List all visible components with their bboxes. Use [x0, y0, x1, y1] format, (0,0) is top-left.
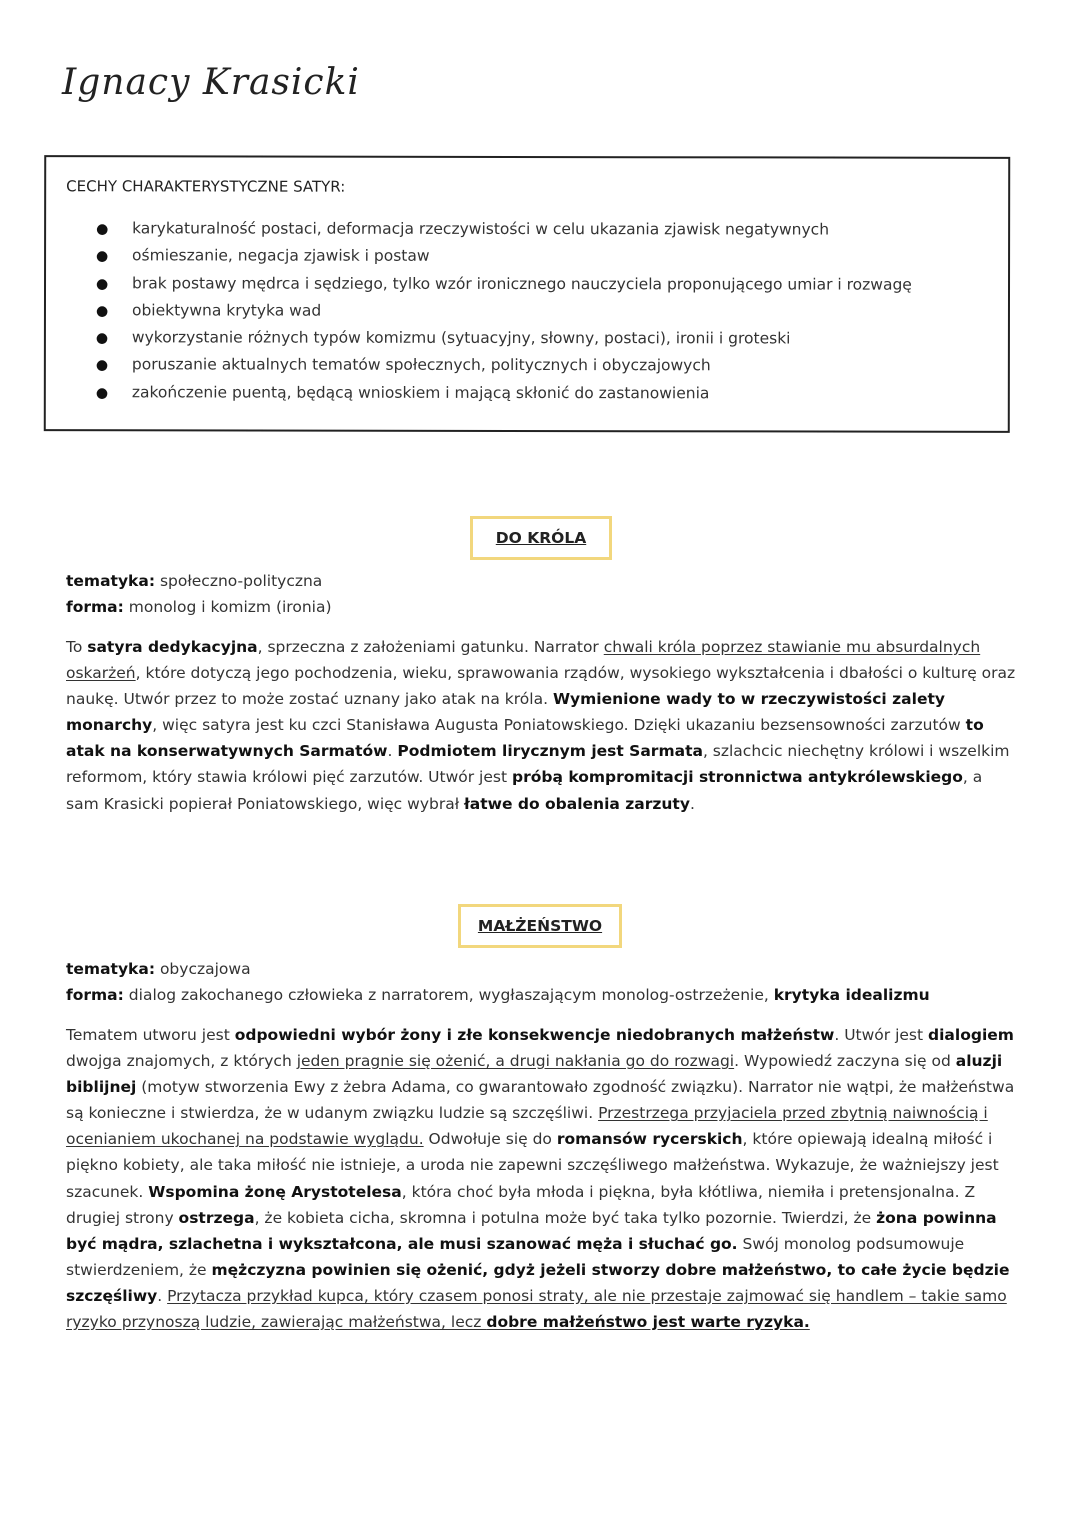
list-item: ● zakończenie puentą, będącą wnioskiem i mającą skłonić do zastanowienia [68, 379, 912, 408]
list-item: ● karykaturalność postaci, deformacja rzeczywistości w celu ukazania zjawisk negatywnych [68, 215, 912, 244]
list-item: ● obiektywna krytyka wad [68, 297, 912, 326]
bullet-icon: ● [96, 221, 109, 238]
satire-traits-box [44, 155, 1010, 433]
bullet-icon: ● [95, 357, 109, 374]
list-item: ● ośmieszanie, negacja zjawisk i postaw [68, 242, 912, 271]
malzenstwo-tematyka: tematyka: obyczajowa [66, 960, 251, 978]
bullet-icon: ● [96, 275, 109, 292]
traits-heading: CECHY CHARAKTERYSTYCZNE SATYR: [66, 177, 346, 196]
do-krola-forma: forma: monolog i komizm (ironia) [66, 598, 332, 616]
bullet-icon: ● [96, 248, 109, 265]
bullet-icon: ● [95, 385, 109, 402]
bullet-icon: ● [95, 303, 109, 320]
do-krola-tematyka: tematyka: społeczno-polityczna [66, 572, 323, 590]
malzenstwo-forma: forma: dialog zakochanego człowieka z narratorem, wygłaszającym monolog-ostrzeżenie, krytyka idealizmu [66, 986, 930, 1004]
do-krola-paragraph: To satyra dedykacyjna, sprzeczna z założeniami gatunku. Narrator chwali króla poprzez stawianie mu absurdalnych oskarżeń, które dotyczą jego pochodzenia, wieku, sprawowania rządów, wysokiego wykształcenia i dbałości o kulturę oraz naukę. Utwór przez to może zostać uznany jako atak na króla. Wymienione wady to w rzeczywistości zalety monarchy, więc satyra jest ku czci Stanisława Augusta Poniatowskiego. Dzięki ukazaniu bezsensowności zarzutów to atak na konserwatywnych Sarmatów. Podmiotem lirycznym jest Sarmata, szlachcic niechętny królowi i wszelkim reformom, który stawia królowi pięć zarzutów. Utwór jest próbą kompromitacji stronnictwa antykrólewskiego, a sam Krasicki popierał Poniatowskiego, więc wybrał łatwe do obalenia zarzuty. [66, 638, 1016, 813]
section-label-do-krola: DO KRÓLA [470, 516, 612, 560]
page-title: Ignacy Krasicki [62, 62, 360, 103]
bullet-icon: ● [95, 330, 109, 347]
list-item: ● brak postawy mędrca i sędziego, tylko wzór ironicznego nauczyciela proponującego umiar i rozwagę [68, 270, 912, 299]
list-item: ● wykorzystanie różnych typów komizmu (sytuacyjny, słowny, postaci), ironii i groteski [68, 324, 912, 353]
section-label-malzenstwo: MAŁŻEŃSTWO [458, 904, 622, 948]
list-item: ● poruszanie aktualnych tematów społecznych, politycznych i obyczajowych [68, 352, 912, 381]
traits-list [68, 215, 912, 408]
malzenstwo-paragraph: Tematem utworu jest odpowiedni wybór żony i złe konsekwencje niedobranych małżeństw. Utwór jest dialogiem dwojga znajomych, z których jeden pragnie się ożenić, a drugi nakłania go do rozwagi. Wypowiedź zaczyna się od aluzji biblijnej (motyw stworzenia Ewy z żebra Adama, co gwarantowało zgodność związku). Narrator nie wątpi, że małżeństwa są konieczne i stwierdza, że w udanym związku ludzie są szczęśliwi. Przestrzega przyjaciela przed zbytnią naiwnością i ocenianiem ukochanej na podstawie wyglądu. Odwołuje się do romansów rycerskich, które opiewają idealną miłość i piękno kobiety, ale taka miłość nie istnieje, a uroda nie zapewni szczęśliwego małżeństwa. Wykazuje, że ważniejszy jest szacunek. Wspomina żonę Arystotelesa, która choć była młoda i piękna, była kłótliwa, niemiła i pretensjonalna. Z drugiej strony ostrzega, że kobieta cicha, skromna i potulna może być taka tylko pozornie. Twierdzi, że żona powinna być mądra, szlachetna i wykształcona, ale musi szanować męża i słuchać go. Swój monolog podsumowuje stwierdzeniem, że mężczyzna powinien się ożenić, gdyż jeżeli stworzy dobre małżeństwo, to całe życie będzie szczęśliwy. Przytacza przykład kupca, który czasem ponosi straty, ale nie przestaje zajmować się handlem – takie samo ryzyko przynoszą ludzie, zawierając małżeństwa, lecz dobre małżeństwo jest warte ryzyka. [66, 1026, 1015, 1332]
